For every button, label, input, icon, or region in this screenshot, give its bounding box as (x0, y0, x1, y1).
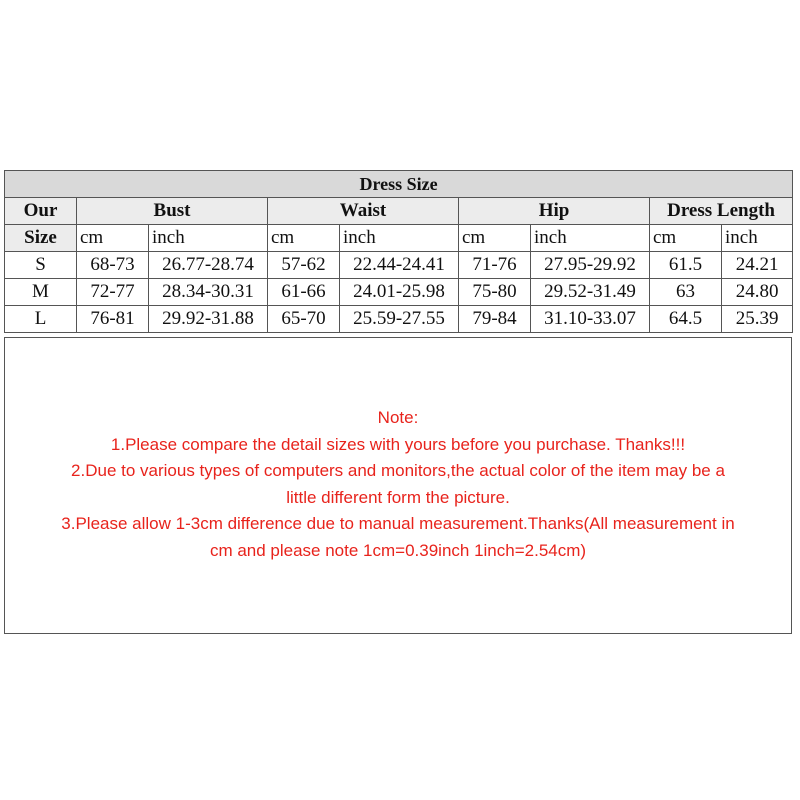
our-size-header-bottom: Size (5, 225, 77, 252)
unit-header: inch (340, 225, 459, 252)
table-cell: 75-80 (459, 279, 531, 306)
table-cell: 65-70 (268, 306, 340, 333)
table-cell: 26.77-28.74 (149, 252, 268, 279)
dress-length-header: Dress Length (650, 198, 793, 225)
table-cell: 25.59-27.55 (340, 306, 459, 333)
bust-header: Bust (77, 198, 268, 225)
note-content (5, 338, 791, 564)
waist-header: Waist (268, 198, 459, 225)
table-cell: 72-77 (77, 279, 149, 306)
unit-header: cm (268, 225, 340, 252)
table-cell: 76-81 (77, 306, 149, 333)
note-line-2b: little different form the picture. (286, 487, 510, 507)
note-box (4, 337, 792, 634)
table-cell: 24.80 (722, 279, 793, 306)
table-row (5, 306, 793, 333)
unit-header: inch (722, 225, 793, 252)
unit-header: inch (149, 225, 268, 252)
unit-header: cm (77, 225, 149, 252)
table-row (5, 252, 793, 279)
table-title: Dress Size (5, 171, 793, 198)
table-cell: 64.5 (650, 306, 722, 333)
note-line-3b: cm and please note 1cm=0.39inch 1inch=2.54cm) (209, 540, 587, 560)
table-cell: 28.34-30.31 (149, 279, 268, 306)
table-cell: 24.01-25.98 (340, 279, 459, 306)
unit-header: cm (650, 225, 722, 252)
note-line-3a: 3.Please allow 1-3cm difference due to manual measurement.Thanks(All measurement in (61, 514, 735, 533)
table-cell: 27.95-29.92 (531, 252, 650, 279)
size-label: M (5, 279, 77, 306)
size-label: S (5, 252, 77, 279)
note-line-1: 1.Please compare the detail sizes with yours before you purchase. Thanks!!! (110, 434, 686, 454)
table-cell: 22.44-24.41 (340, 252, 459, 279)
note-line-2a: 2.Due to various types of computers and monitors,the actual color of the item may be a (71, 461, 725, 480)
table-cell: 31.10-33.07 (531, 306, 650, 333)
table-cell: 63 (650, 279, 722, 306)
unit-header: cm (459, 225, 531, 252)
table-cell: 25.39 (722, 306, 793, 333)
table-row (5, 279, 793, 306)
table-cell: 71-76 (459, 252, 531, 279)
table-cell: 29.52-31.49 (531, 279, 650, 306)
table-cell: 29.92-31.88 (149, 306, 268, 333)
note-heading: Note: (377, 408, 419, 427)
size-chart-table (4, 170, 793, 333)
table-cell: 61-66 (268, 279, 340, 306)
unit-header: inch (531, 225, 650, 252)
table-cell: 57-62 (268, 252, 340, 279)
our-size-header-top: Our (5, 198, 77, 225)
table-cell: 24.21 (722, 252, 793, 279)
table-cell: 61.5 (650, 252, 722, 279)
table-cell: 79-84 (459, 306, 531, 333)
table-cell: 68-73 (77, 252, 149, 279)
size-label: L (5, 306, 77, 333)
hip-header: Hip (459, 198, 650, 225)
